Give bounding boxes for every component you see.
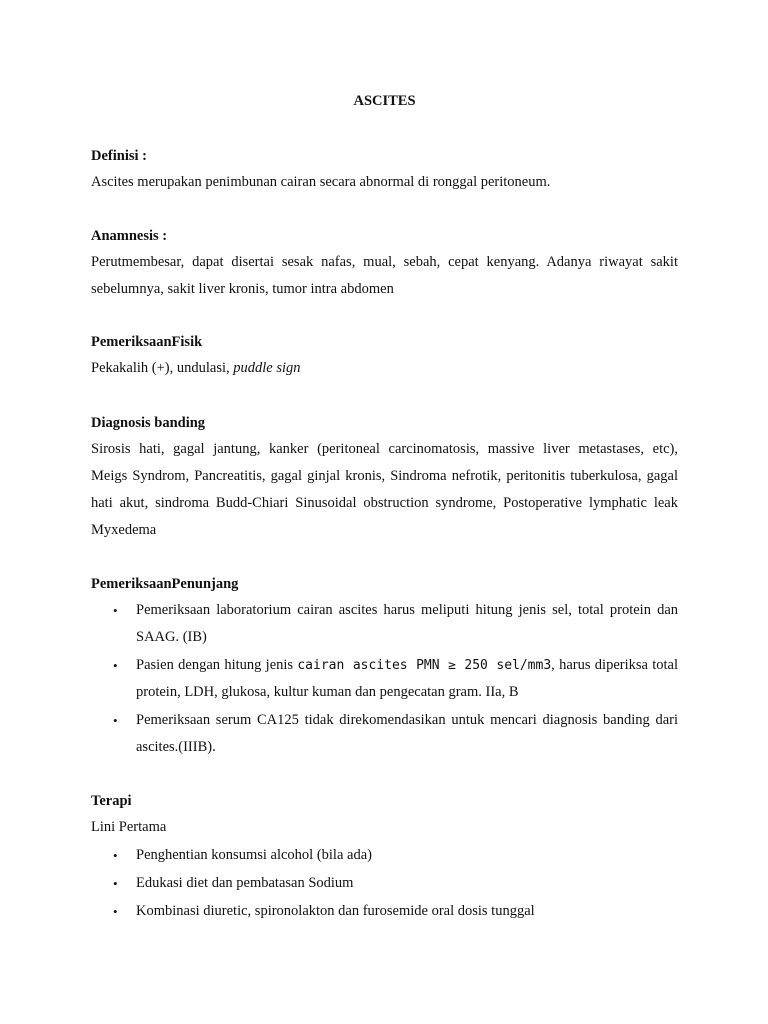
list-item bbox=[91, 707, 678, 761]
list-item-line-2: SAAG. (IB) bbox=[136, 629, 207, 645]
pmn-count-text: cairan ascites PMN ≥ 250 sel/mm3 bbox=[297, 658, 552, 673]
document-title: ASCITES bbox=[353, 93, 416, 109]
list-item-text-b: , harus diperiksa total bbox=[551, 657, 679, 673]
diagnosis-line-4: Myxedema bbox=[91, 522, 157, 538]
bullet-icon: • bbox=[113, 904, 118, 919]
anamnesis-line-1: Perutmembesar, dapat disertai sesak nafas, mual, sebah, cepat kenyang. Adanya riwayat sakit bbox=[91, 254, 678, 270]
bullet-icon: • bbox=[113, 658, 118, 673]
list-item bbox=[91, 898, 678, 925]
list-item bbox=[91, 842, 678, 869]
definisi-text: Ascites merupakan penimbunan cairan secara abnormal di ronggal peritoneum. bbox=[91, 174, 551, 190]
list-item-text: Edukasi diet dan pembatasan Sodium bbox=[136, 875, 354, 891]
bullet-icon: • bbox=[113, 713, 118, 728]
list-item-line-1: Pemeriksaan serum CA125 tidak direkomendasikan untuk mencari diagnosis banding dari bbox=[136, 712, 678, 728]
diagnosis-banding-text bbox=[91, 436, 678, 544]
list-item bbox=[91, 870, 678, 897]
diagnosis-line-3: hati akut, sindroma Budd-Chiari Sinusoidal obstruction syndrome, Postoperative lymphatic leak bbox=[91, 495, 678, 511]
bullet-icon: • bbox=[113, 603, 118, 618]
diagnosis-banding-heading: Diagnosis banding bbox=[91, 415, 206, 431]
pemeriksaan-penunjang-list bbox=[91, 597, 678, 762]
list-item-text-a: Pasien dengan hitung jenis bbox=[136, 657, 298, 673]
pemeriksaan-fisik-heading: PemeriksaanFisik bbox=[91, 334, 203, 350]
pemeriksaan-penunjang-heading: PemeriksaanPenunjang bbox=[91, 576, 239, 592]
pemeriksaan-fisik-text bbox=[91, 355, 678, 382]
terapi-heading: Terapi bbox=[91, 793, 132, 809]
puddle-sign-text: puddle sign bbox=[233, 360, 301, 376]
bullet-icon: • bbox=[113, 876, 118, 891]
list-item-line-2: protein, LDH, glukosa, kultur kuman dan pengecatan gram. IIa, B bbox=[136, 684, 519, 700]
terapi-list bbox=[91, 842, 678, 926]
anamnesis-line-2: sebelumnya, sakit liver kronis, tumor intra abdomen bbox=[91, 281, 394, 297]
list-item-line-1 bbox=[136, 652, 678, 679]
list-item-text: Kombinasi diuretic, spironolakton dan furosemide oral dosis tunggal bbox=[136, 903, 535, 919]
bullet-icon: • bbox=[113, 848, 118, 863]
anamnesis-heading: Anamnesis : bbox=[91, 228, 168, 244]
diagnosis-line-2: Meigs Syndrom, Pancreatitis, gagal ginjal kronis, Sindroma nefrotik, peritonitis tuberkulosa, gagal bbox=[91, 468, 678, 484]
list-item-line-1: Pemeriksaan laboratorium cairan ascites harus meliputi hitung jenis sel, total protein dan bbox=[136, 602, 678, 618]
diagnosis-line-1: Sirosis hati, gagal jantung, kanker (peritoneal carcinomatosis, massive liver metastases, etc), bbox=[91, 441, 678, 457]
list-item bbox=[91, 597, 678, 651]
lini-pertama-subheading: Lini Pertama bbox=[91, 819, 167, 835]
definisi-heading: Definisi : bbox=[91, 148, 147, 164]
pemeriksaan-fisik-prefix: Pekakalih (+), undulasi, bbox=[91, 360, 234, 376]
list-item-text: Penghentian konsumsi alcohol (bila ada) bbox=[136, 847, 372, 863]
list-item-line-2: ascites.(IIIB). bbox=[136, 739, 216, 755]
list-item bbox=[91, 652, 678, 706]
anamnesis-text bbox=[91, 249, 678, 303]
